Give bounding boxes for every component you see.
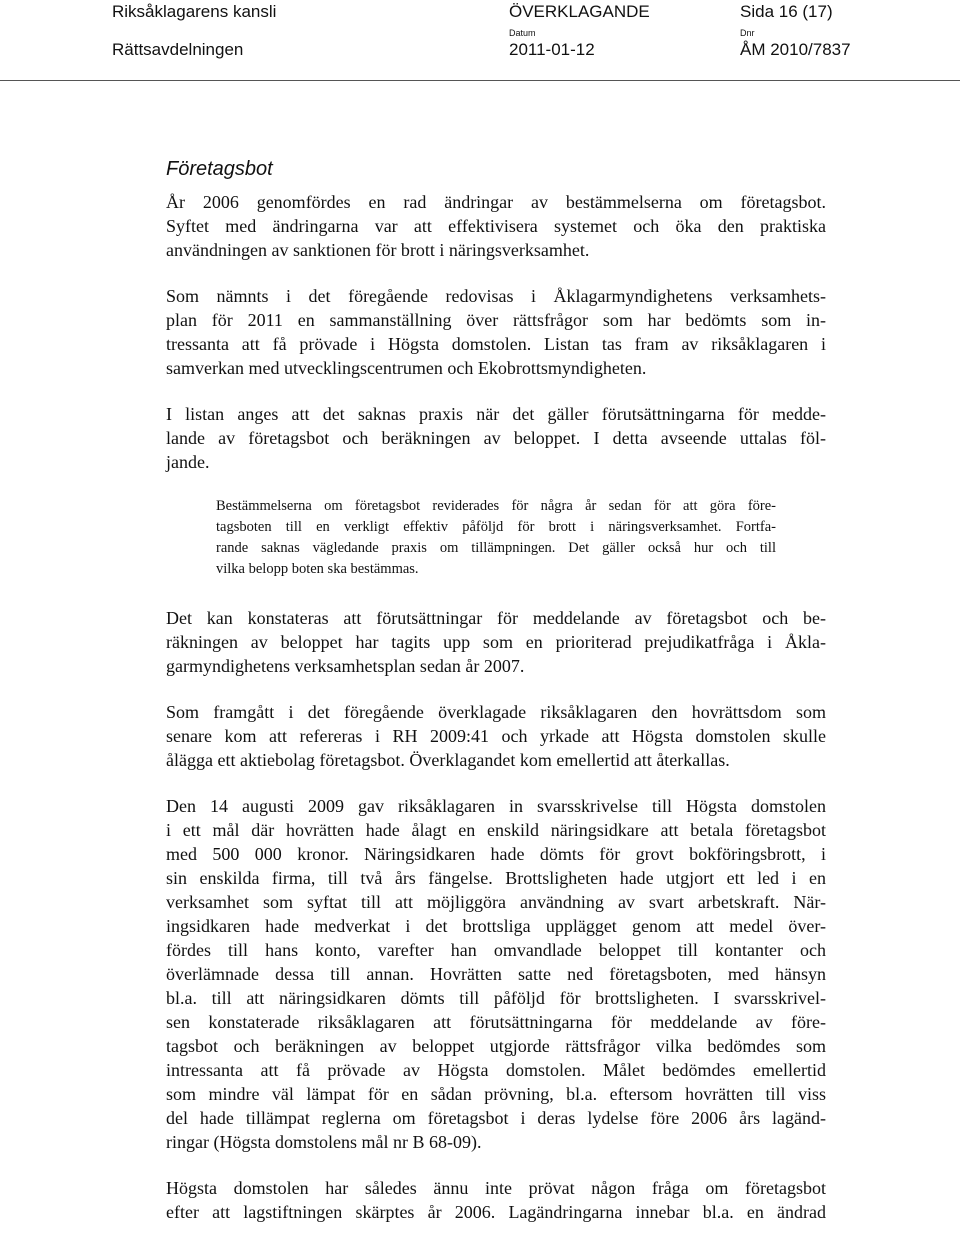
- text-line: Det kan konstateras att förutsättningar för meddelande av företagsbot och be-: [166, 608, 826, 628]
- text-line: jande.: [166, 452, 210, 472]
- document-date: 2011-01-12: [509, 40, 595, 59]
- quote-line: Bestämmelserna om företagsbot reviderades för några år sedan för att göra före-: [216, 498, 776, 514]
- paragraph-2: [166, 284, 826, 380]
- text-line: plan för 2011 en sammanställning över rättsfrågor som har bedömts som in-: [166, 310, 826, 330]
- office-name: Riksåklagarens kansli: [112, 2, 277, 21]
- text-line: som mindre väl lämpat för en sådan prövning, bl.a. eftersom hovrätten till viss: [166, 1084, 826, 1104]
- date-label: Datum: [509, 28, 536, 38]
- text-line: sen konstaterade riksåklagaren att förutsättningarna för meddelande av före-: [166, 1012, 826, 1032]
- document-type: ÖVERKLAGANDE: [509, 2, 650, 21]
- page-number: Sida 16 (17): [740, 2, 833, 21]
- page-header: [0, 0, 960, 90]
- text-line: samverkan med utvecklingscentrumen och Ekobrottsmyndigheten.: [166, 358, 647, 378]
- text-line: lande av företagsbot och beräkningen av beloppet. I detta avseende uttalas föl-: [166, 428, 826, 448]
- text-line: ingsidkaren hade medverkat i det brottsliga upplägget genom att medel över-: [166, 916, 826, 936]
- text-line: Högsta domstolen har således ännu inte prövat någon fråga om företagsbot: [166, 1178, 826, 1198]
- text-line: Som framgått i det föregående överklagade riksåklagaren den hovrättsdom som: [166, 702, 826, 722]
- text-line: räkningen av beloppet har tagits upp som en prioriterad prejudikatfråga i Åkla-: [166, 632, 826, 652]
- text-line: År 2006 genomfördes en rad ändringar av bestämmelserna om företagsbot.: [166, 192, 826, 212]
- text-line: bl.a. till att näringsidkaren dömts till påföljd för brottsligheten. I svarsskrivel-: [166, 988, 826, 1008]
- text-line: ålägga ett aktiebolag företagsbot. Överklagandet kom emellertid att återkallas.: [166, 750, 730, 770]
- text-line: senare kom att refereras i RH 2009:41 och yrkade att Högsta domstolen skulle: [166, 726, 826, 746]
- document-body: [166, 156, 826, 1246]
- block-quote: [216, 496, 776, 580]
- quote-line: tagsboten till en verkligt effektiv påföljd för brott i näringsverksamhet. Fortfa-: [216, 519, 776, 535]
- paragraph-3: [166, 402, 826, 474]
- dnr-number: ÅM 2010/7837: [740, 40, 851, 59]
- paragraph-4: [166, 606, 826, 678]
- text-line: sin enskilda firma, till två års fängelse. Brottsligheten hade utgjort ett led i en: [166, 868, 826, 888]
- text-line: efter att lagstiftningen skärptes år 2006. Lagändringarna innebar bl.a. en ändrad: [166, 1202, 826, 1222]
- paragraph-5: [166, 700, 826, 772]
- dnr-label: Dnr: [740, 28, 755, 38]
- text-line: garmyndighetens verksamhetsplan sedan år 2007.: [166, 656, 525, 676]
- quote-line: vilka belopp boten ska bestämmas.: [216, 561, 419, 577]
- text-line: fördes till hans konto, varefter han omvandlade beloppet till kontanter och: [166, 940, 826, 960]
- text-line: verksamhet som syftat till att möjliggöra användning av svart arbetskraft. När-: [166, 892, 826, 912]
- paragraph-6: [166, 794, 826, 1154]
- text-line: ringar (Högsta domstolens mål nr B 68-09).: [166, 1132, 482, 1152]
- text-line: med 500 000 kronor. Näringsidkaren hade dömts för grovt bokföringsbrott, i: [166, 844, 826, 864]
- text-line: Den 14 augusti 2009 gav riksåklagaren in svarsskrivelse till Högsta domstolen: [166, 796, 826, 816]
- department-name: Rättsavdelningen: [112, 40, 244, 59]
- section-title: Företagsbot: [166, 158, 273, 180]
- text-line: tagsbot och beräkningen av beloppet utgjorde rättsfrågor vilka bedömdes som: [166, 1036, 826, 1056]
- text-line: i ett mål där hovrätten hade ålagt en enskild näringsidkare att betala företagsbot: [166, 820, 826, 840]
- text-line: I listan anges att det saknas praxis när det gäller förutsättningarna för medde-: [166, 404, 826, 424]
- text-line: Syftet med ändringarna var att effektivisera systemet och öka den praktiska: [166, 216, 826, 236]
- header-divider: [0, 80, 960, 81]
- text-line: överlämnade dessa till annan. Hovrätten satte ned företagsboten, med hänsyn: [166, 964, 826, 984]
- text-line: tressanta att få prövade i Högsta domstolen. Listan tas fram av riksåklagaren i: [166, 334, 826, 354]
- text-line: Som nämnts i det föregående redovisas i Åklagarmyndighetens verksamhets-: [166, 286, 826, 306]
- text-line: användningen av sanktionen för brott i näringsverksamhet.: [166, 240, 590, 260]
- paragraph-1: [166, 190, 826, 262]
- quote-line: rande saknas vägledande praxis om tillämpningen. Det gäller också hur och till: [216, 540, 776, 556]
- text-line: intressanta att få prövade av Högsta domstolen. Målet bedömdes emellertid: [166, 1060, 826, 1080]
- paragraph-7: [166, 1176, 826, 1224]
- text-line: del hade tillämpat reglerna om företagsbot i deras lydelse före 2006 års lagänd-: [166, 1108, 826, 1128]
